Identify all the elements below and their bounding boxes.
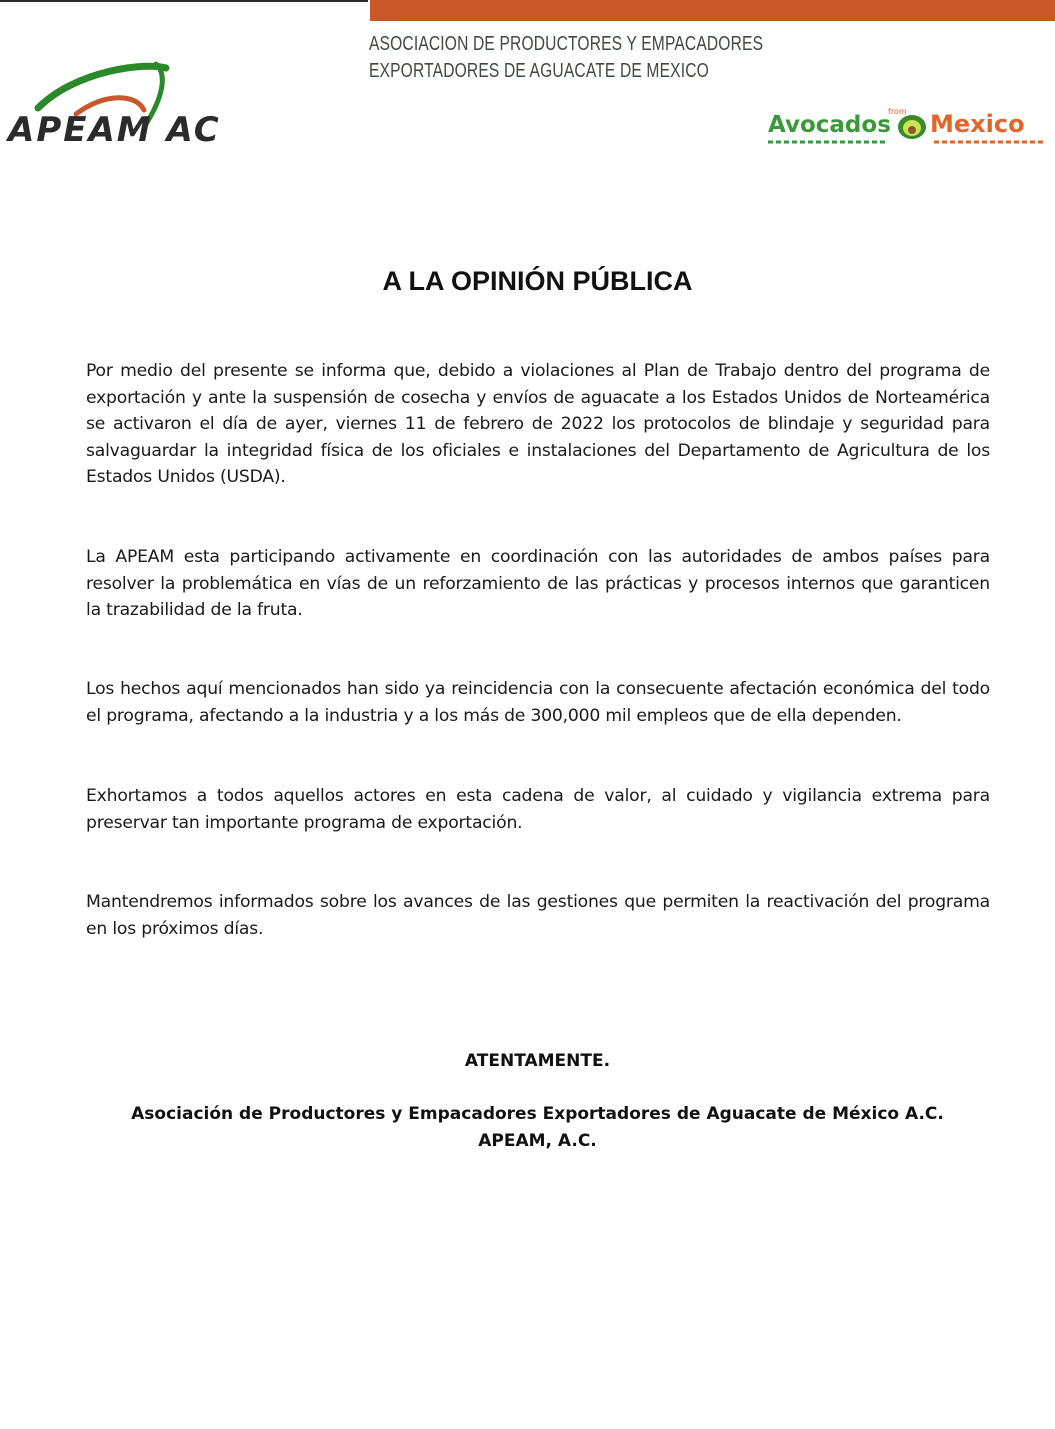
logo-mexico-word: Mexico	[930, 110, 1025, 138]
header-color-band	[370, 0, 1055, 21]
apeam-logo	[6, 58, 316, 150]
paragraph-1: Por medio del presente se informa que, debido a violaciones al Plan de Trabajo dentro del programa de exportación y ante la suspensión de cosecha y envíos de aguacate a los Estados Unidos de Norteamérica se activaron el día de ayer, viernes 11 de febrero de 2022 los protocolos de blindaje y seguridad para salvaguardar la integridad física de los oficiales e instalaciones del Departamento de Agricultura de los Estados Unidos (USDA).	[86, 361, 990, 487]
logo-from-word: from	[888, 107, 907, 116]
closing-salutation: ATENTAMENTE.	[464, 1051, 611, 1071]
paragraph-3: Los hechos aquí mencionados han sido ya reincidencia con la consecuente afectación económica del todo el programa, afectando a la industria y a los más de 300,000 mil empleos que de ella dependen.	[86, 679, 990, 726]
paragraph-4: Exhortamos a todos aquellos actores en esta cadena de valor, al cuidado y vigilancia extrema para preservar tan importante programa de exportación.	[86, 786, 990, 833]
logo-avocados-word: Avocados	[768, 112, 891, 138]
org-header-line-1: ASOCIACION DE PRODUCTORES Y EMPACADORES	[369, 33, 764, 55]
org-header-line-2: EXPORTADORES DE AGUACATE DE MEXICO	[369, 60, 709, 82]
avocado-icon	[898, 115, 926, 139]
organization-header	[369, 31, 764, 85]
paragraph-2: La APEAM esta participando activamente en coordinación con las autoridades de ambos países para resolver la problemática en vías de un reforzamiento de las prácticas y procesos internos que garanticen la trazabilidad de la fruta.	[86, 547, 990, 620]
apeam-logo-text: APEAM AC	[8, 110, 221, 150]
signature-organization: Asociación de Productores y Empacadores Exportadores de Aguacate de México A.C.	[131, 1104, 944, 1124]
document-title: A LA OPINIÓN PÚBLICA	[382, 266, 693, 296]
paragraph-5: Mantendremos informados sobre los avances de las gestiones que permiten la reactivación del programa en los próximos días.	[86, 892, 990, 939]
avocados-from-mexico-logo	[766, 102, 1048, 148]
signature-acronym: APEAM, A.C.	[478, 1131, 597, 1151]
top-rule-left	[0, 0, 368, 2]
